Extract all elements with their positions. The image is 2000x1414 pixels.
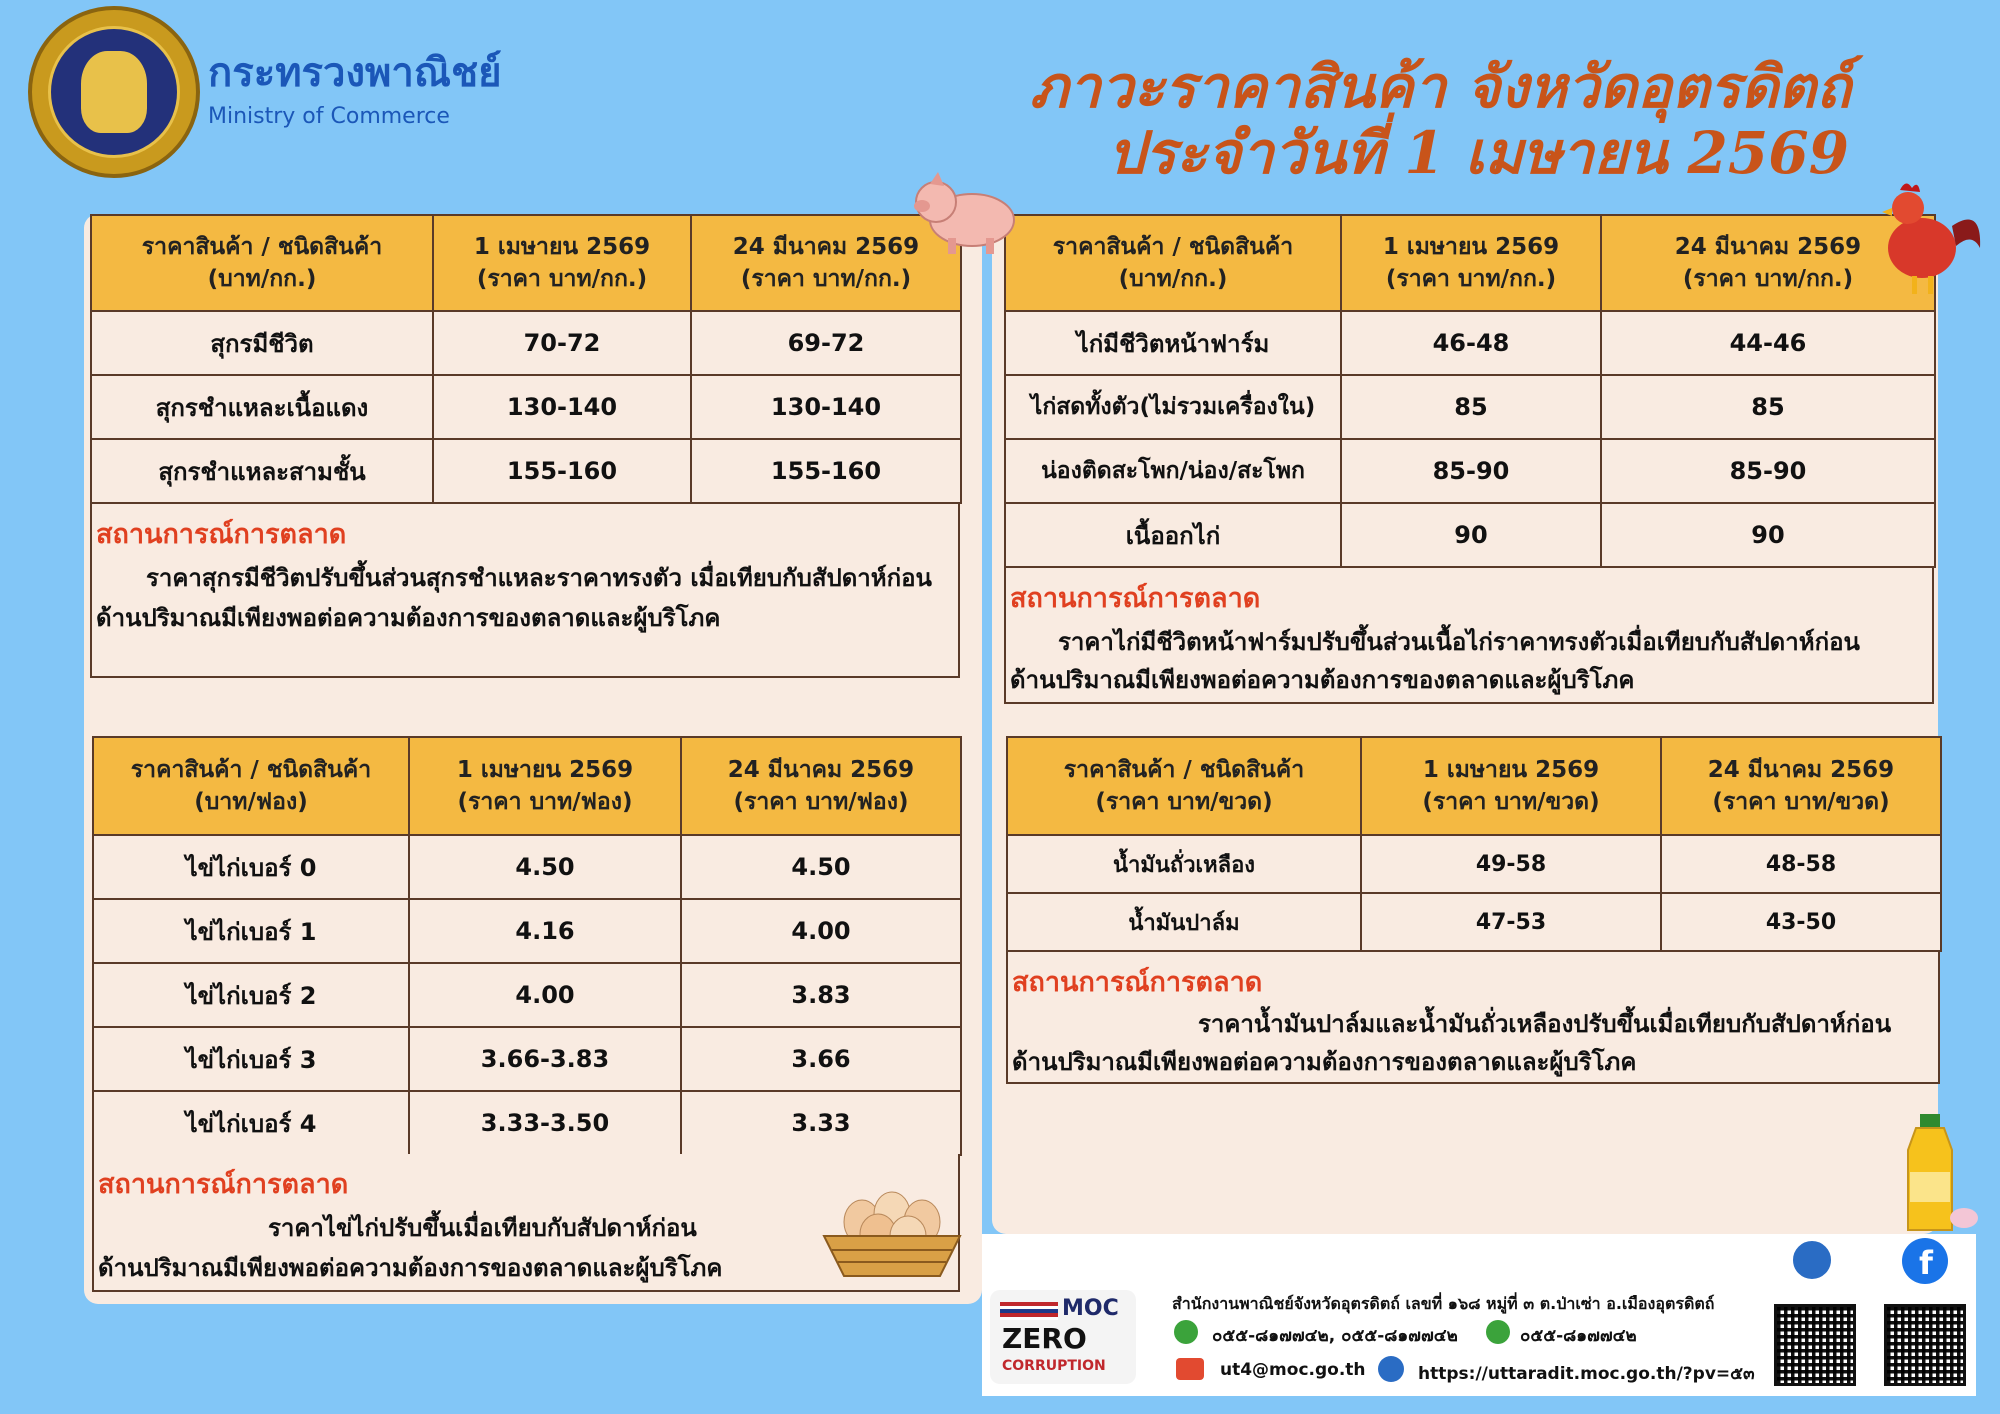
product-name: ไข่ไก่เบอร์ 1 [93, 899, 409, 963]
page-date: ประจำวันที่ 1 เมษายน 2569 [1108, 119, 1849, 187]
previous-price: 48-58 [1661, 835, 1941, 893]
pork-market-note [90, 504, 960, 678]
egg-price-table [92, 736, 962, 1156]
phone-icon [1174, 1320, 1198, 1344]
facebook-icon[interactable]: f [1902, 1238, 1948, 1284]
current-price: 85-90 [1341, 439, 1601, 503]
footer-bar [982, 1234, 1976, 1396]
header-product: ราคาสินค้า / ชนิดสินค้า (ราคา บาท/ขวด) [1007, 737, 1361, 835]
moc-zero-corruption-logo [990, 1290, 1136, 1384]
header-current-date: 1 เมษายน 2569 (ราคา บาท/ขวด) [1361, 737, 1661, 835]
current-price: 46-48 [1341, 311, 1601, 375]
product-name: เนื้ออกไก่ [1005, 503, 1341, 567]
phone-numbers: ๐๕๕-๘๑๗๗๔๒, ๐๕๕-๘๑๗๗๔๒ [1212, 1326, 1458, 1346]
ministry-name-th: กระทรวงพาณิชย์ [208, 50, 502, 96]
header-product: ราคาสินค้า / ชนิดสินค้า (บาท/ฟอง) [93, 737, 409, 835]
header-previous-date: 24 มีนาคม 2569 (ราคา บาท/กก.) [691, 215, 961, 311]
header-product: ราคาสินค้า / ชนิดสินค้า (บาท/กก.) [1005, 215, 1341, 311]
note-line: ราคาไก่มีชีวิตหน้าฟาร์มปรับขึ้นส่วนเนื้อไก่ราคาทรงตัวเมื่อเทียบกับสัปดาห์ก่อน [1058, 628, 1860, 656]
facebook-qr-code [1884, 1304, 1966, 1386]
product-name: น้ำมันถั่วเหลือง [1007, 835, 1361, 893]
globe-icon [1378, 1356, 1404, 1382]
product-name: น้ำมันปาล์ม [1007, 893, 1361, 951]
product-name: ไข่ไก่เบอร์ 4 [93, 1091, 409, 1155]
oil-market-note [1006, 952, 1940, 1084]
current-price: 4.16 [409, 899, 681, 963]
egg-basket-illustration [818, 1172, 966, 1284]
chicken-price-table [1004, 214, 1936, 568]
page-title: ภาวะราคาสินค้า จังหวัดอุตรดิตถ์ [1030, 53, 1852, 121]
header-current-date: 1 เมษายน 2569 (ราคา บาท/กก.) [433, 215, 691, 311]
header-product: ราคาสินค้า / ชนิดสินค้า (บาท/กก.) [91, 215, 433, 311]
current-price: 4.50 [409, 835, 681, 899]
previous-price: 90 [1601, 503, 1935, 567]
header-previous-date: 24 มีนาคม 2569 (ราคา บาท/กก.) [1601, 215, 1935, 311]
previous-price: 85-90 [1601, 439, 1935, 503]
previous-price: 69-72 [691, 311, 961, 375]
rooster-illustration [1872, 176, 1986, 300]
product-name: ไข่ไก่เบอร์ 2 [93, 963, 409, 1027]
email-icon [1176, 1358, 1204, 1380]
previous-price: 43-50 [1661, 893, 1941, 951]
office-address: สำนักงานพาณิชย์จังหวัดอุตรดิตถ์ เลขที่ ๑๖๘ หมู่ที่ ๓ ต.ป่าเซ่า อ.เมืองอุตรดิตถ์ [1172, 1294, 1715, 1313]
ministry-logo [28, 6, 200, 178]
note-line: ราคาน้ำมันปาล์มและน้ำมันถั่วเหลืองปรับขึ้นเมื่อเทียบกับสัปดาห์ก่อน [1198, 1010, 1892, 1038]
previous-price: 130-140 [691, 375, 961, 439]
current-price: 85 [1341, 375, 1601, 439]
note-line: ด้านปริมาณมีเพียงพอต่อความต้องการของตลาดและผู้บริโภค [1012, 1048, 1637, 1076]
fax-number: ๐๕๕-๘๑๗๗๔๒ [1520, 1326, 1637, 1346]
header-previous-date: 24 มีนาคม 2569 (ราคา บาท/ขวด) [1661, 737, 1941, 835]
product-name: ไก่สดทั้งตัว(ไม่รวมเครื่องใน) [1005, 375, 1341, 439]
product-name: ไข่ไก่เบอร์ 0 [93, 835, 409, 899]
product-name: น่องติดสะโพก/น่อง/สะโพก [1005, 439, 1341, 503]
website-qr-code [1774, 1304, 1856, 1386]
header-current-date: 1 เมษายน 2569 (ราคา บาท/กก.) [1341, 215, 1601, 311]
zero-text: ZERO [1002, 1322, 1087, 1355]
note-title: สถานการณ์การตลาด [1010, 583, 1261, 614]
previous-price: 4.50 [681, 835, 961, 899]
note-line: ราคาสุกรมีชีวิตปรับขึ้นส่วนสุกรชำแหละราคาทรงตัว เมื่อเทียบกับสัปดาห์ก่อน [146, 564, 932, 592]
pig-illustration [908, 168, 1024, 260]
current-price: 4.00 [409, 963, 681, 1027]
previous-price: 3.83 [681, 963, 961, 1027]
previous-price: 155-160 [691, 439, 961, 503]
previous-price: 3.66 [681, 1027, 961, 1091]
web-globe-icon[interactable] [1790, 1238, 1834, 1282]
product-name: สุกรมีชีวิต [91, 311, 433, 375]
note-line: ด้านปริมาณมีเพียงพอต่อความต้องการของตลาดและผู้บริโภค [96, 604, 721, 632]
note-line: ด้านปริมาณมีเพียงพอต่อความต้องการของตลาดและผู้บริโภค [98, 1254, 723, 1282]
website-link[interactable]: https://uttaradit.moc.go.th/?pv=๕๓ [1418, 1364, 1755, 1384]
note-line: ด้านปริมาณมีเพียงพอต่อความต้องการของตลาดและผู้บริโภค [1010, 666, 1635, 694]
header-previous-date: 24 มีนาคม 2569 (ราคา บาท/ฟอง) [681, 737, 961, 835]
fax-icon [1486, 1320, 1510, 1344]
note-title: สถานการณ์การตลาด [96, 519, 347, 550]
oil-bottle-illustration [1880, 1110, 1984, 1238]
header-current-date: 1 เมษายน 2569 (ราคา บาท/ฟอง) [409, 737, 681, 835]
previous-price: 44-46 [1601, 311, 1935, 375]
current-price: 130-140 [433, 375, 691, 439]
previous-price: 3.33 [681, 1091, 961, 1155]
current-price: 3.66-3.83 [409, 1027, 681, 1091]
note-title: สถานการณ์การตลาด [98, 1169, 349, 1200]
product-name: ไก่มีชีวิตหน้าฟาร์ม [1005, 311, 1341, 375]
current-price: 70-72 [433, 311, 691, 375]
previous-price: 85 [1601, 375, 1935, 439]
email-link[interactable]: ut4@moc.go.th [1220, 1360, 1366, 1380]
current-price: 90 [1341, 503, 1601, 567]
previous-price: 4.00 [681, 899, 961, 963]
current-price: 155-160 [433, 439, 691, 503]
moc-text: MOC [1062, 1296, 1119, 1321]
note-line: ราคาไข่ไก่ปรับขึ้นเมื่อเทียบกับสัปดาห์ก่อน [268, 1214, 697, 1242]
oil-price-table [1006, 736, 1942, 952]
current-price: 49-58 [1361, 835, 1661, 893]
product-name: สุกรชำแหละเนื้อแดง [91, 375, 433, 439]
note-title: สถานการณ์การตลาด [1012, 967, 1263, 998]
ministry-name-en: Ministry of Commerce [208, 104, 450, 129]
corruption-text: CORRUPTION [1002, 1358, 1106, 1374]
product-name: สุกรชำแหละสามชั้น [91, 439, 433, 503]
current-price: 3.33-3.50 [409, 1091, 681, 1155]
current-price: 47-53 [1361, 893, 1661, 951]
chicken-market-note [1004, 568, 1934, 704]
pork-price-table [90, 214, 962, 504]
product-name: ไข่ไก่เบอร์ 3 [93, 1027, 409, 1091]
